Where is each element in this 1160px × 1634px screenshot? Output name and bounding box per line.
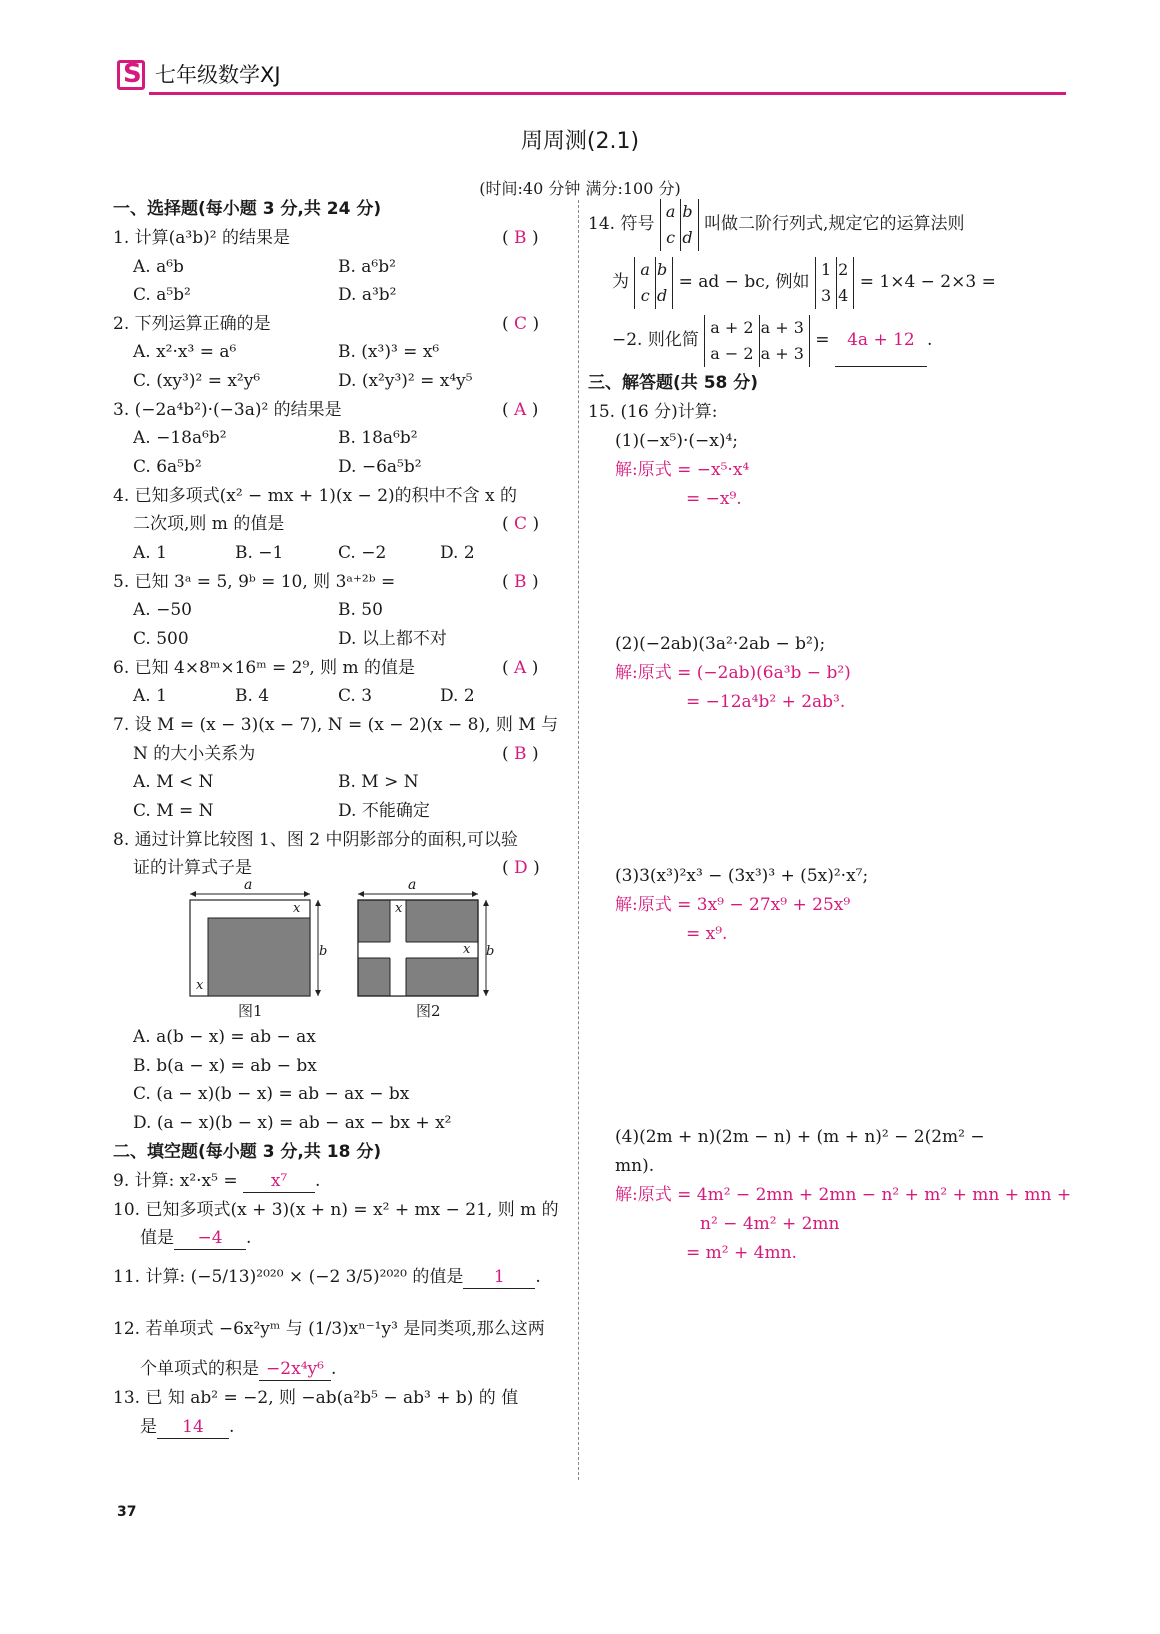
q8-answer-bracket: ( D ) <box>502 858 540 878</box>
fig2-label-b: b <box>486 944 495 959</box>
q3-option-a: A. −18a⁶b² <box>133 428 227 448</box>
q13-answer: 14 <box>157 1416 229 1439</box>
q4-answer: C <box>514 514 528 534</box>
q15-part4-line2: mn). <box>615 1156 655 1176</box>
q4-stem-line1: 4. 已知多项式(x² − mx + 1)(x − 2)的积中不含 x 的 <box>113 486 518 506</box>
q5-option-a: A. −50 <box>133 600 192 620</box>
q8-option-b: B. b(a − x) = ab − bx <box>133 1056 317 1076</box>
q15-part3: (3)3(x³)²x³ − (3x³)³ + (5x)²·x⁷; <box>615 866 869 886</box>
q15-sol4-line1: 解:原式 = 4m² − 2mn + 2mn − n² + m² + mn + mn + <box>615 1185 1072 1205</box>
fig1-caption: 图1 <box>238 1002 263 1020</box>
q15-sol3-line1: 解:原式 = 3x⁹ − 27x⁹ + 25x⁹ <box>615 895 851 915</box>
q4-option-a: A. 1 <box>133 543 167 563</box>
q14-line3: −2. 则化简 a + 2 a − 2 a + 3 a + 3 = 4a + 12 . <box>612 314 932 367</box>
header-rule <box>149 92 1066 95</box>
q2-option-a: A. x²·x³ = a⁶ <box>133 342 237 362</box>
fig1-label-a: a <box>244 877 253 893</box>
q13-line2: 是 14 . <box>140 1417 235 1437</box>
q14-answer: 4a + 12 <box>835 314 927 367</box>
q11: 11. 计算: (−5/13)²⁰²⁰ × (−2 3/5)²⁰²⁰ 的值是 1 . <box>113 1267 541 1287</box>
q11-stem: 11. 计算: (−5/13)²⁰²⁰ × (−2 3/5)²⁰²⁰ 的值是 <box>113 1267 464 1287</box>
q5-stem: 5. 已知 3ᵃ = 5, 9ᵇ = 10, 则 3ᵃ⁺²ᵇ = <box>113 572 396 592</box>
q15-sol1-line1: 解:原式 = −x⁵·x⁴ <box>615 460 750 480</box>
q7-option-a: A. M < N <box>133 772 214 792</box>
q6-answer-bracket: ( A ) <box>502 658 539 678</box>
q8-stem-line2: 证的计算式子是 <box>133 858 252 878</box>
q12-stem-line1: 12. 若单项式 −6x²yᵐ 与 (1/3)xⁿ⁻¹y³ 是同类项,那么这两 <box>113 1319 545 1339</box>
q8-answer: D <box>514 858 528 878</box>
q1-option-a: A. a⁶b <box>133 257 184 277</box>
q15-sol1-line2: = −x⁹. <box>686 489 742 509</box>
q9: 9. 计算: x²·x⁵ = x⁷ . <box>113 1171 321 1191</box>
q4-option-c: C. −2 <box>338 543 387 563</box>
q12-answer: −2x⁴y⁶ <box>259 1358 331 1381</box>
q7-answer-bracket: ( B ) <box>502 744 539 764</box>
q7-stem-line2: N 的大小关系为 <box>133 744 256 764</box>
q9-answer: x⁷ <box>243 1170 315 1193</box>
q2-answer-bracket: ( C ) <box>502 314 540 334</box>
q12-line2: 个单项式的积是 −2x⁴y⁶ . <box>140 1359 337 1379</box>
q15-sol2-line2: = −12a⁴b² + 2ab³. <box>686 692 846 712</box>
q11-answer: 1 <box>463 1266 535 1289</box>
fig1-label-x-left: x <box>196 978 204 993</box>
q4-stem-line2: 二次项,则 m 的值是 <box>133 514 285 534</box>
q6-option-d: D. 2 <box>440 686 475 706</box>
q8-stem-line1: 8. 通过计算比较图 1、图 2 中阴影部分的面积,可以验 <box>113 830 518 850</box>
figure-2 <box>348 880 498 1000</box>
section-solve-heading: 三、解答题(共 58 分) <box>588 373 759 393</box>
q15-part1: (1)(−x⁵)·(−x)⁴; <box>615 431 739 451</box>
fig2-label-a: a <box>408 877 417 893</box>
q1-option-b: B. a⁶b² <box>338 257 396 277</box>
section-fill-heading: 二、填空题(每小题 3 分,共 18 分) <box>113 1142 382 1162</box>
q2-option-b: B. (x³)³ = x⁶ <box>338 342 440 362</box>
det-symbol: a c <box>660 199 682 251</box>
fig1-label-b: b <box>319 944 328 959</box>
q5-answer-bracket: ( B ) <box>502 572 539 592</box>
q15-sol4-line2: n² − 4m² + 2mn <box>700 1214 840 1234</box>
q10-stem-line1: 10. 已知多项式(x + 3)(x + n) = x² + mx − 21, 则 m 的 <box>113 1200 559 1220</box>
q5-option-c: C. 500 <box>133 629 189 649</box>
q4-option-b: B. −1 <box>235 543 284 563</box>
fig1-label-x-top: x <box>293 901 301 916</box>
q7-option-b: B. M > N <box>338 772 419 792</box>
q5-answer: B <box>514 572 527 592</box>
q1-option-c: C. a⁵b² <box>133 285 191 305</box>
q8-option-a: A. a(b − x) = ab − ax <box>133 1027 316 1047</box>
time-score-info: (时间:40 分钟 满分:100 分) <box>479 179 681 198</box>
q14-line2: 为 a c b d = ad − bc, 例如 1 3 2 4 = 1×4 − 2×3 = <box>612 256 996 309</box>
q1-answer: B <box>514 228 527 248</box>
q6-answer: A <box>514 658 527 678</box>
q6-stem: 6. 已知 4×8ᵐ×16ᵐ = 2⁹, 则 m 的值是 <box>113 658 416 678</box>
page-number: 37 <box>117 1504 137 1520</box>
q15-sol4-line3: = m² + 4mn. <box>686 1243 797 1263</box>
q8-option-c: C. (a − x)(b − x) = ab − ax − bx <box>133 1084 410 1104</box>
q1-answer-bracket: ( B ) <box>502 228 539 248</box>
q6-option-a: A. 1 <box>133 686 167 706</box>
q7-answer: B <box>514 744 527 764</box>
q3-option-b: B. 18a⁶b² <box>338 428 418 448</box>
q3-answer-bracket: ( A ) <box>502 400 539 420</box>
q15-stem: 15. (16 分)计算: <box>588 402 718 422</box>
q2-option-d: D. (x²y³)² = x⁴y⁵ <box>338 371 473 391</box>
det-example: 1 3 <box>815 257 837 309</box>
q15-part4-line1: (4)(2m + n)(2m − n) + (m + n)² − 2(2m² − <box>615 1127 985 1147</box>
fig2-label-x-top: x <box>395 901 403 916</box>
fig2-caption: 图2 <box>416 1002 441 1020</box>
q10-answer: −4 <box>174 1227 246 1250</box>
q15-sol3-line2: = x⁹. <box>686 924 728 944</box>
q9-stem: 9. 计算: x²·x⁵ = <box>113 1171 238 1191</box>
column-divider <box>578 200 579 1480</box>
q2-answer: C <box>514 314 528 334</box>
q2-option-c: C. (xy³)² = x²y⁶ <box>133 371 261 391</box>
q10-line2: 值是 −4 . <box>140 1228 252 1248</box>
q5-option-b: B. 50 <box>338 600 383 620</box>
section-choice-heading: 一、选择题(每小题 3 分,共 24 分) <box>113 199 382 219</box>
q3-answer: A <box>514 400 527 420</box>
det-simplify: a + 2 a − 2 <box>704 315 759 367</box>
q1-option-d: D. a³b² <box>338 285 397 305</box>
q6-option-b: B. 4 <box>235 686 270 706</box>
q3-option-d: D. −6a⁵b² <box>338 457 422 477</box>
q7-option-d: D. 不能确定 <box>338 801 430 821</box>
page-title: 周周测(2.1) <box>520 129 640 154</box>
fig2-label-x-right: x <box>463 942 471 957</box>
q7-stem-line1: 7. 设 M = (x − 3)(x − 7), N = (x − 2)(x − 8), 则 M 与 <box>113 715 559 735</box>
logo-icon: S <box>117 60 145 90</box>
q7-option-c: C. M = N <box>133 801 214 821</box>
q5-option-d: D. 以上都不对 <box>338 629 447 649</box>
q1-stem: 1. 计算(a³b)² 的结果是 <box>113 228 290 248</box>
q15-sol2-line1: 解:原式 = (−2ab)(6a³b − b²) <box>615 663 851 683</box>
book-title: 七年级数学XJ <box>155 63 281 87</box>
q4-answer-bracket: ( C ) <box>502 514 540 534</box>
page-header <box>117 58 1066 94</box>
q13-stem-line1: 13. 已 知 ab² = −2, 则 −ab(a²b⁵ − ab³ + b) 的 值 <box>113 1388 519 1408</box>
q2-stem: 2. 下列运算正确的是 <box>113 314 271 334</box>
q14-line1: 14. 符号 a c b d 叫做二阶行列式,规定它的运算法则 <box>588 198 964 251</box>
q3-option-c: C. 6a⁵b² <box>133 457 202 477</box>
q3-stem: 3. (−2a⁴b²)·(−3a)² 的结果是 <box>113 400 342 420</box>
q4-option-d: D. 2 <box>440 543 475 563</box>
q8-option-d: D. (a − x)(b − x) = ab − ax − bx + x² <box>133 1113 452 1133</box>
q6-option-c: C. 3 <box>338 686 373 706</box>
q15-part2: (2)(−2ab)(3a²·2ab − b²); <box>615 634 826 654</box>
